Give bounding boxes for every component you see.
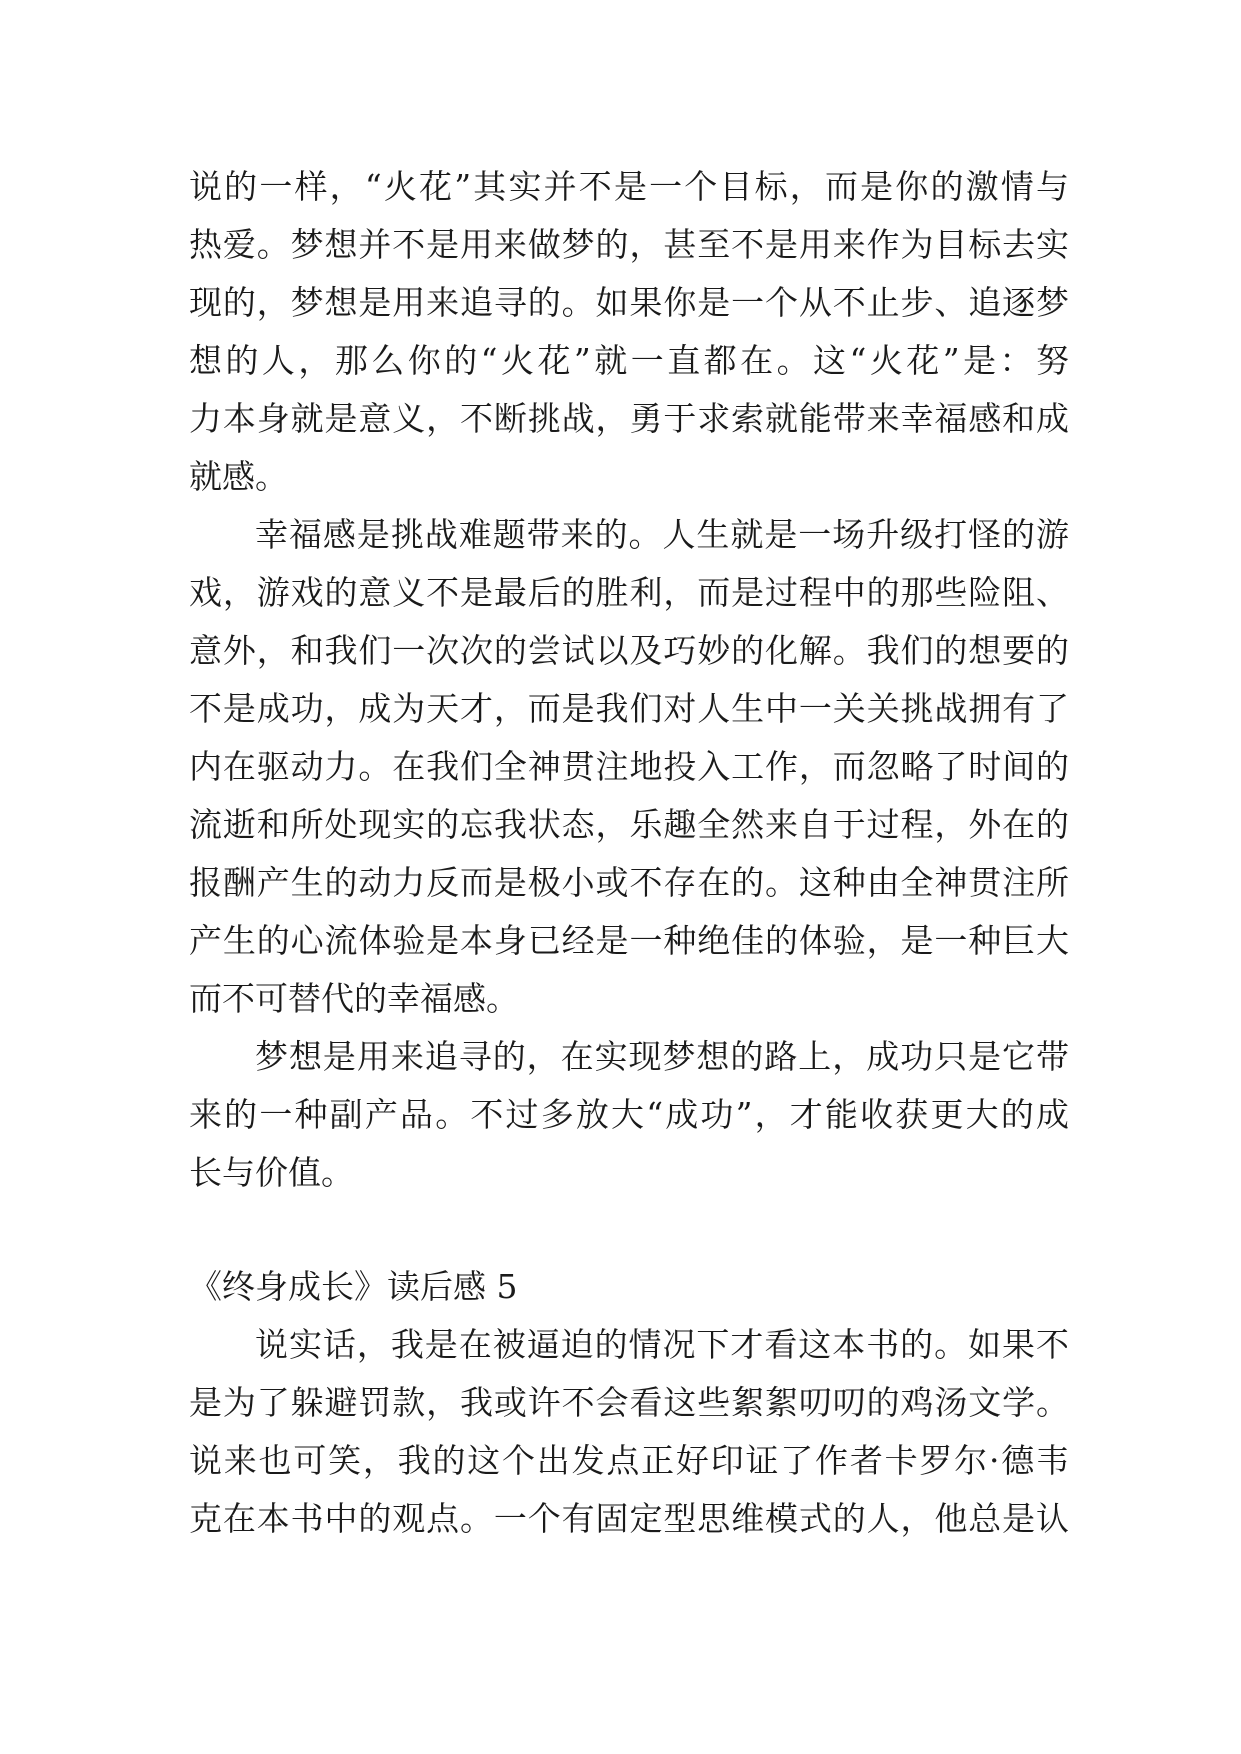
paragraph-line: 意外，和我们一次次的尝试以及巧妙的化解。我们的想要的 — [189, 631, 1069, 670]
paragraph-line: 长与价值。 — [189, 1153, 354, 1192]
section-heading: 《终身成长》读后感 5 — [189, 1267, 518, 1306]
paragraph-line: 想的人，那么你的“火花”就一直都在。这“火花”是：努 — [189, 341, 1069, 380]
paragraph-line: 热爱。梦想并不是用来做梦的，甚至不是用来作为目标去实 — [189, 225, 1069, 264]
paragraph-line: 是为了躲避罚款，我或许不会看这些絮絮叨叨的鸡汤文学。 — [189, 1383, 1069, 1422]
paragraph-line: 不是成功，成为天才，而是我们对人生中一关关挑战拥有了 — [189, 689, 1069, 728]
paragraph-line: 幸福感是挑战难题带来的。人生就是一场升级打怪的游 — [255, 515, 1069, 554]
paragraph-line: 力本身就是意义，不断挑战，勇于求索就能带来幸福感和成 — [189, 399, 1069, 438]
paragraph-line: 报酬产生的动力反而是极小或不存在的。这种由全神贯注所 — [189, 863, 1069, 902]
paragraph-line: 戏，游戏的意义不是最后的胜利，而是过程中的那些险阻、 — [189, 573, 1069, 612]
paragraph-line: 克在本书中的观点。一个有固定型思维模式的人，他总是认 — [189, 1499, 1069, 1538]
paragraph-3 — [189, 1028, 1069, 1202]
paragraph-line: 就感。 — [189, 457, 288, 496]
paragraph-4 — [189, 1316, 1069, 1548]
paragraph-line: 而不可替代的幸福感。 — [189, 979, 519, 1018]
paragraph-line: 流逝和所处现实的忘我状态，乐趣全然来自于过程，外在的 — [189, 805, 1069, 844]
paragraph-line: 内在驱动力。在我们全神贯注地投入工作，而忽略了时间的 — [189, 747, 1069, 786]
paragraph-line: 说来也可笑，我的这个出发点正好印证了作者卡罗尔·德韦 — [189, 1441, 1069, 1480]
paragraph-line: 说实话，我是在被逼迫的情况下才看这本书的。如果不 — [255, 1325, 1069, 1364]
paragraph-line: 来的一种副产品。不过多放大“成功”，才能收获更大的成 — [189, 1095, 1069, 1134]
document-body — [189, 158, 1069, 1548]
paragraph-2 — [189, 506, 1069, 1028]
paragraph-line: 产生的心流体验是本身已经是一种绝佳的体验，是一种巨大 — [189, 921, 1069, 960]
paragraph-line: 梦想是用来追寻的，在实现梦想的路上，成功只是它带 — [255, 1037, 1069, 1076]
paragraph-line: 说的一样，“火花”其实并不是一个目标，而是你的激情与 — [189, 167, 1069, 206]
paragraph-1 — [189, 158, 1069, 506]
paragraph-line: 现的，梦想是用来追寻的。如果你是一个从不止步、追逐梦 — [189, 283, 1069, 322]
